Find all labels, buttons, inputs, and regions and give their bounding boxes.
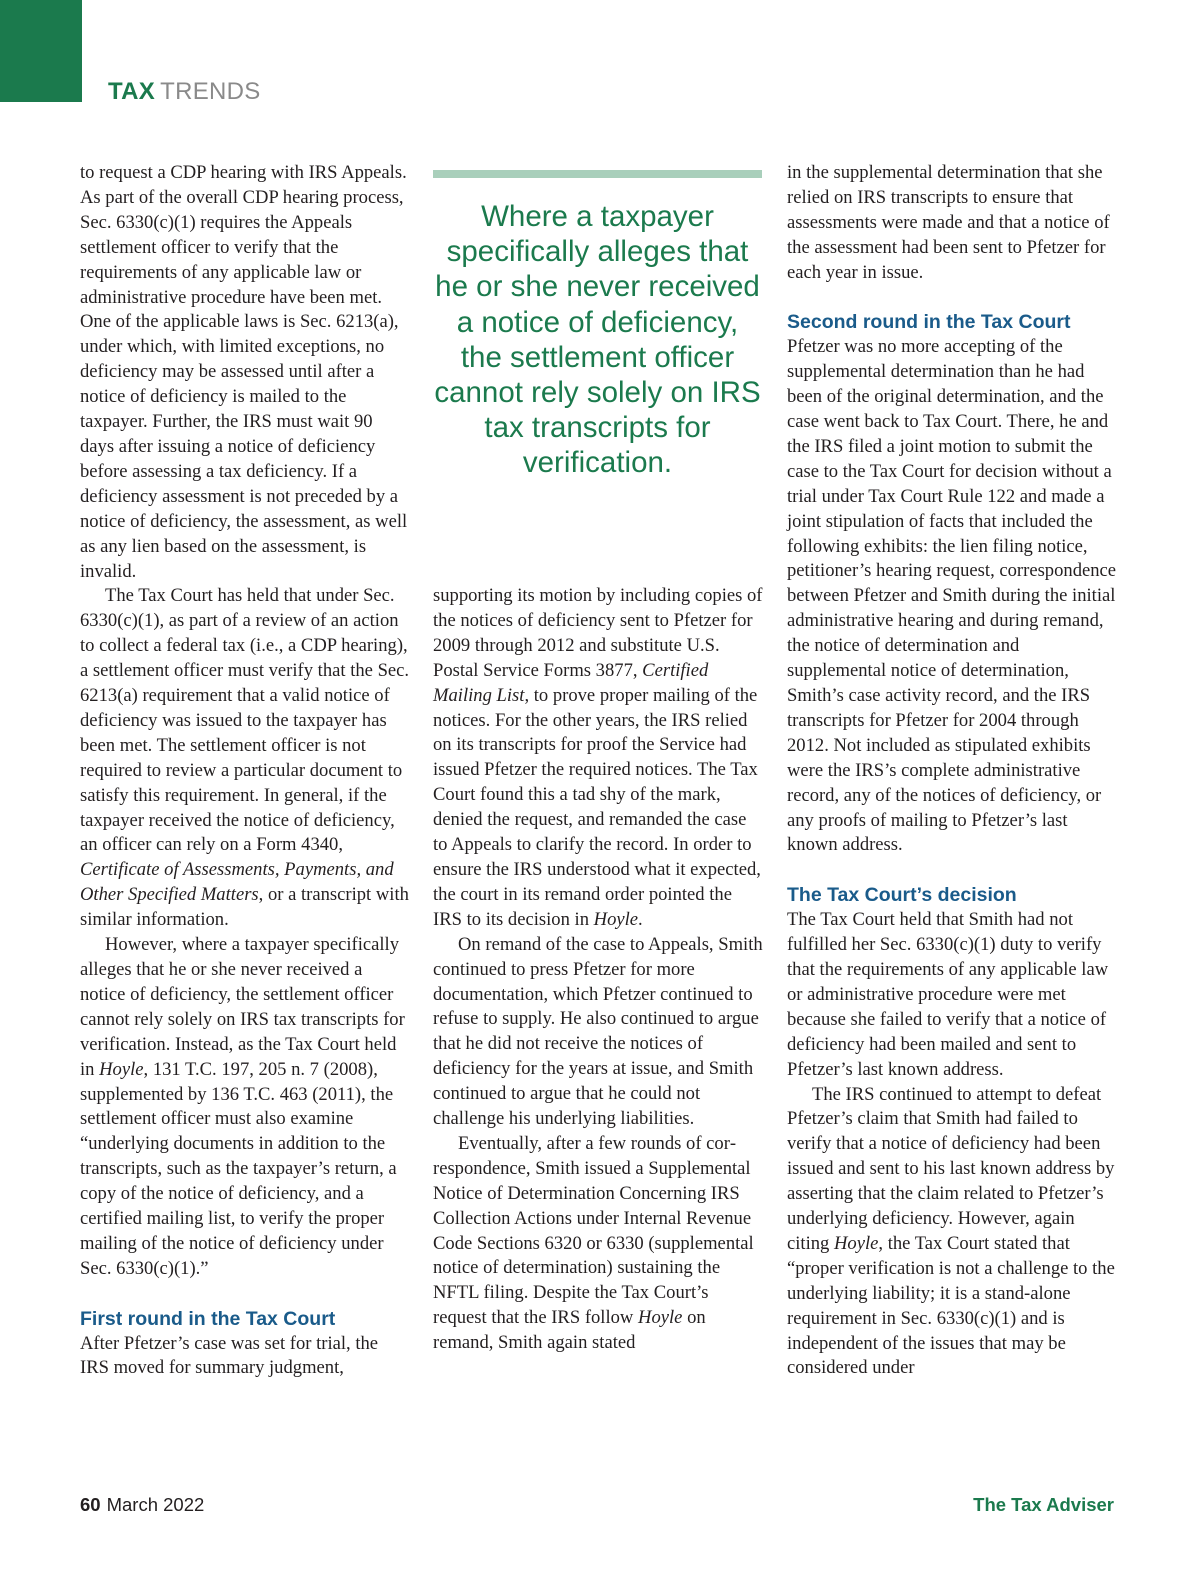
section-label-light: TRENDS [160, 78, 261, 105]
heading-first-round: First round in the Tax Court [80, 1307, 336, 1330]
col1-paragraph-3: However, where a taxpayer specifically alleges that he or she never received a notice of deficiency, the settlement officer cannot rely solely on IRS tax transcripts for verification. Instead, as the Tax Court held in Hoyle, 131 T.C. 197, 205 n. 7 (2008), supplemented by 136 T.C. 463 (2011), the settlement officer must also examine “underlying documents in addition to the transcripts, such as the taxpayer’s return, a copy of the notice of deficiency, and a certified mailing list, to verify the proper mailing of the notice of deficiency under Sec. 6330(c)(1).” [80, 934, 405, 1279]
page-number: 60 [80, 1494, 101, 1515]
col1-italic-case-name: Hoyle [99, 1058, 144, 1080]
col3-paragraph-4: The IRS continued to attempt to defeat Pfetzer’s claim that Smith had failed to verify that a notice of deficiency had been issued and sent to his last known address by asserting that the claim related to Pfetzer’s underlying deficiency. However, again citing Hoyle, the Tax Court stated that “proper verification is not a challenge to the underlying liability; it is a stand-alone requirement in Sec. 6330(c)(1) and is independent of the issues that may be considered under [787, 1083, 1115, 1379]
col2-italic-case-name-2: Hoyle [638, 1307, 683, 1329]
col1-italic-form-title: Certificate of Assessments, Payments, and Other Specified Matters [80, 859, 394, 906]
col3-italic-case-name: Hoyle [834, 1232, 879, 1254]
col2-paragraph-1: supporting its motion by including copies of the notices of deficiency sent to Pfetzer for 2009 through 2012 and substitute U.S. Postal Service Forms 3877, Certified Mailing List, to prove proper mailing of the notices. For the other years, the IRS relied on its transcripts for proof the Service had issued Pfetzer the required notices. The Tax Court found this a tad shy of the mark, denied the request, and remanded the case to Appeals to clarify the record. In order to ensure the IRS understood what it expected, the court in its remand order pointed the IRS to its decision in Hoyle. [433, 585, 763, 930]
col3-paragraph-1: in the supplemental determination that she relied on IRS transcripts to ensure that assessments were made and that a notice of the assessment had been sent to Pfetzer for each year in issue. [787, 162, 1110, 283]
pull-quote-rule [433, 170, 762, 178]
col1-paragraph-2: The Tax Court has held that under Sec. 6330(c)(1), as part of a review of an action to collect a federal tax (i.e., a CDP hearing), a settlement officer must verify that the Sec. 6213(a) requirement that a valid notice of deficiency was issued to the taxpayer has been met. The settlement officer is not required to review a particular document to satisfy this requirement. In general, if the taxpayer received the notice of deficiency, an officer can rely on a Form 4340, Certificate of Assessments, Payments, and Other Specified Matters, or a transcript with similar information. [80, 585, 410, 931]
footer-folio [80, 1494, 204, 1516]
publication-name: The Tax Adviser [973, 1494, 1114, 1515]
issue-date: March 2022 [106, 1494, 205, 1515]
column-2 [433, 584, 763, 1356]
section-label [108, 78, 261, 106]
col2-paragraph-2: On remand of the case to Appeals, Smith continued to press Pfetzer for more documentation, which Pfetzer continued to refuse to supply. He also continued to argue that he did not receive the notices of deficiency for the years at issue, and Smith continued to argue that he could not challenge his underlying liabilities. [433, 933, 763, 1130]
col2-paragraph-3: Eventually, after a few rounds of correspondence, Smith issued a Supplemental Notice of Determination Concerning IRS Collection Actions under Internal Revenue Code Sections 6320 or 6330 (supplemental notice of determination) sustaining the NFTL filing. Despite the Tax Court’s request that the IRS follow Hoyle on remand, Smith again stated [433, 1132, 754, 1354]
pull-quote: Where a taxpayer specifically alleges that he or she never received a notice of deficiency, the settlement officer cannot rely solely on IRS tax transcripts for verification. [434, 200, 761, 480]
section-label-bold: TAX [108, 78, 156, 105]
column-3 [787, 161, 1117, 1381]
heading-second-round: Second round in the Tax Court [787, 311, 1071, 334]
column-1 [80, 161, 410, 1381]
col2-italic-form-title: Certified Mailing List [433, 659, 709, 706]
col2-italic-case-name: Hoyle [593, 908, 639, 930]
col1-paragraph-1: to request a CDP hearing with IRS Appeals. As part of the overall CDP hearing process, Sec. 6330(c)(1) requires the Appeals settlement officer to verify that the requirements of any applicable law or administrative procedure have been met. One of the applicable laws is Sec. 6213(a), under which, with limited exceptions, no deficiency may be assessed until after a notice of deficiency is mailed to the taxpayer. Further, the IRS must wait 90 days after issuing a notice of deficiency before assessing a tax deficiency. If a deficiency assessment is not preceded by a notice of deficiency, the assessment, as well as any lien based on the assessment, is invalid. [80, 162, 408, 582]
corner-color-block [0, 0, 82, 102]
heading-tax-court-decision: The Tax Court’s decision [787, 884, 1017, 907]
col3-paragraph-3: The Tax Court held that Smith had not fulfilled her Sec. 6330(c)(1) duty to verify that the requirements of any applicable law or administrative procedure were met because she failed to verify that a notice of deficiency had been mailed and sent to Pfetzer’s last known address. [787, 909, 1109, 1080]
col1-paragraph-4: After Pfetzer’s case was set for trial, the IRS moved for summary judgment, [80, 1332, 379, 1379]
col3-paragraph-2: Pfetzer was no more accepting of the supplemental determination than he had been of the original determination, and the case went back to Tax Court. There, he and the IRS filed a joint motion to submit the case to the Tax Court for decision without a trial under Tax Court Rule 122 and made a joint stipulation of facts that included the following exhibits: the lien filing notice, petitioner’s hearing request, correspondence between Pfetzer and Smith during the initial administrative hearing and during remand, the notice of determination and supplemental notice of determination, Smith’s case activity record, and the IRS transcripts for Pfetzer for 2004 through 2012. Not included as stipulated exhibits were the IRS’s complete administrative record, any of the notices of deficiency, or any proofs of mailing to Pfetzer’s last known address. [787, 336, 1117, 856]
